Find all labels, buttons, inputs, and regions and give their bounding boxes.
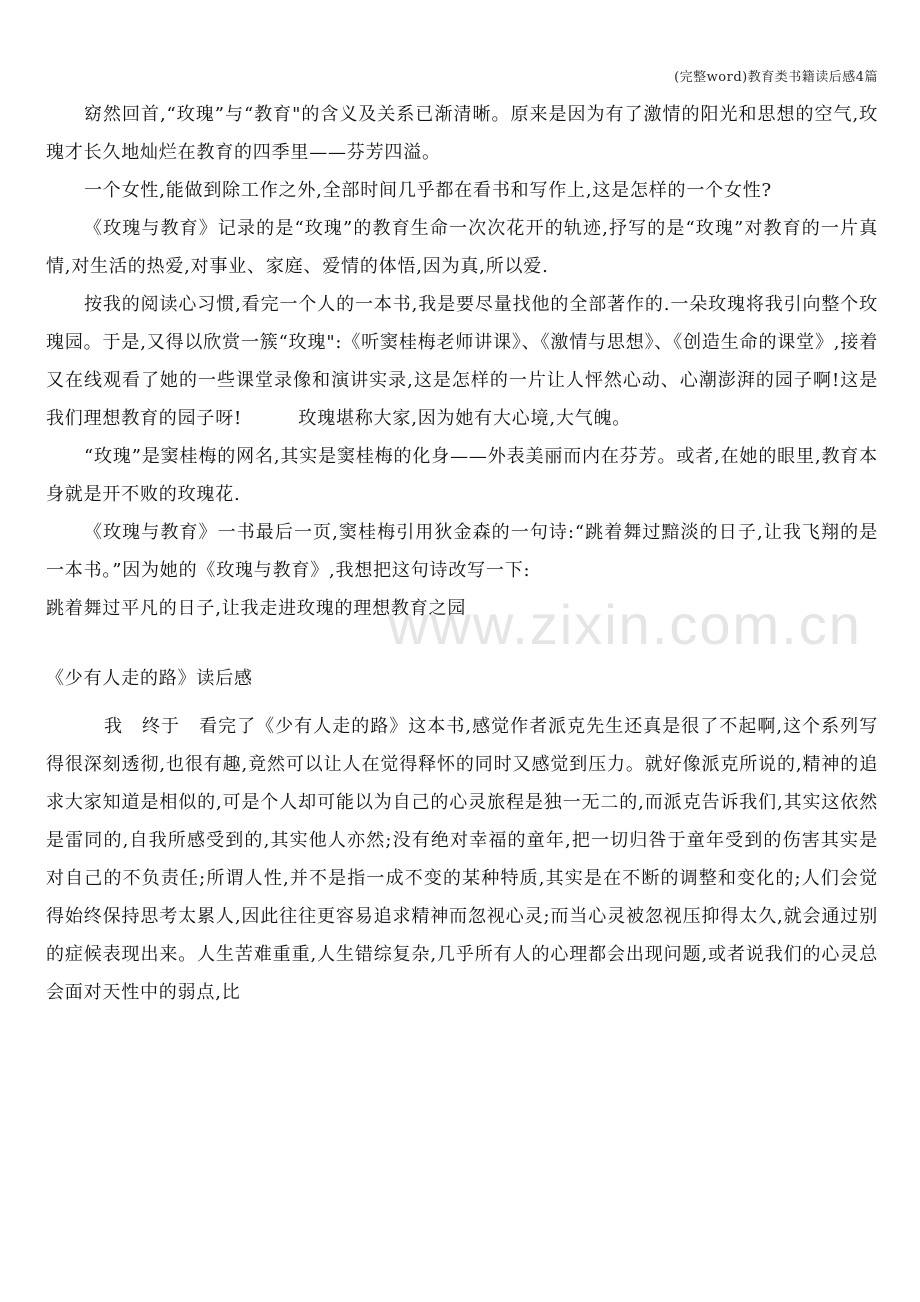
page-header: (完整word)教育类书籍读后感4篇 (674, 70, 878, 85)
section-title: 《少有人走的路》读后感 (46, 668, 253, 689)
document-body (46, 96, 878, 1012)
paragraph-4: 按我的阅读心习惯,看完一个人的一本书,我是要尽量找他的全部著作的.一朵玫瑰将我引向整个玫瑰园。于是,又得以欣赏一簇“玫瑰":《听窦桂梅老师讲课》、《激情与思想》、《创造生命的课堂》,接着又在线观看了她的一些课堂录像和演讲实录,这是怎样的一片让人怦然心动、心潮澎湃的园子啊!这是我们理想教育的园子呀! 玫瑰堪称大家,因为她有大心境,大气魄。 (46, 294, 878, 429)
title-spacer (46, 698, 878, 708)
paragraph-5: “玫瑰”是窦桂梅的网名,其实是窦桂梅的化身——外表美丽而内在芬芳。或者,在她的眼里,教育本身就是开不败的玫瑰花. (46, 446, 878, 505)
paragraph-1: 窈然回首,“玫瑰”与“教育"的含义及关系已渐清晰。原来是因为有了激情的阳光和思想的空气,玫瑰才长久地灿烂在教育的四季里——芬芳四溢。 (46, 104, 878, 163)
paragraph-2: 一个女性,能做到除工作之外,全部时间几乎都在看书和写作上,这是怎样的一个女性? (84, 180, 773, 201)
paragraph-3: 《玫瑰与教育》记录的是“玫瑰”的教育生命一次次花开的轨迹,抒写的是“玫瑰”对教育的一片真情,对生活的热爱,对事业、家庭、爱情的体悟,因为真,所以爱. (46, 218, 878, 277)
section-body: 我 终于 看完了《少有人走的路》这本书,感觉作者派克先生还真是很了不起啊,这个系列写得很深刻透彻,也很有趣,竟然可以让人在觉得释怀的同时又感觉到压力。就好像派克所说的,精神的追求大家知道是相似的,可是个人却可能以为自己的心灵旅程是独一无二的,而派克告诉我们,其实这依然是雷同的,自我所感受到的,其实他人亦然;没有绝对幸福的童年,把一切归咎于童年受到的伤害其实是对自己的不负责任;所谓人性,并不是指一成不变的某种特质,其实是在不断的调整和变化的;人们会觉得始终保持思考太累人,因此往往更容易追求精神而忽视心灵;而当心灵被忽视压抑得太久,就会通过别的症候表现出来。人生苦难重重,人生错综复杂,几乎所有人的心理都会出现问题,或者说我们的心灵总会面对天性中的弱点,比 (46, 716, 878, 1003)
paragraph-7: 跳着舞过平凡的日子,让我走进玫瑰的理想教育之园 (46, 598, 467, 619)
watermark: www.zixin.com.cn (388, 593, 862, 656)
paragraph-6: 《玫瑰与教育》一书最后一页,窦桂梅引用狄金森的一句诗:“跳着舞过黯淡的日子,让我飞翔的是一本书。”因为她的《玫瑰与教育》,我想把这句诗改写一下: (46, 522, 878, 581)
section-spacer (46, 628, 878, 660)
